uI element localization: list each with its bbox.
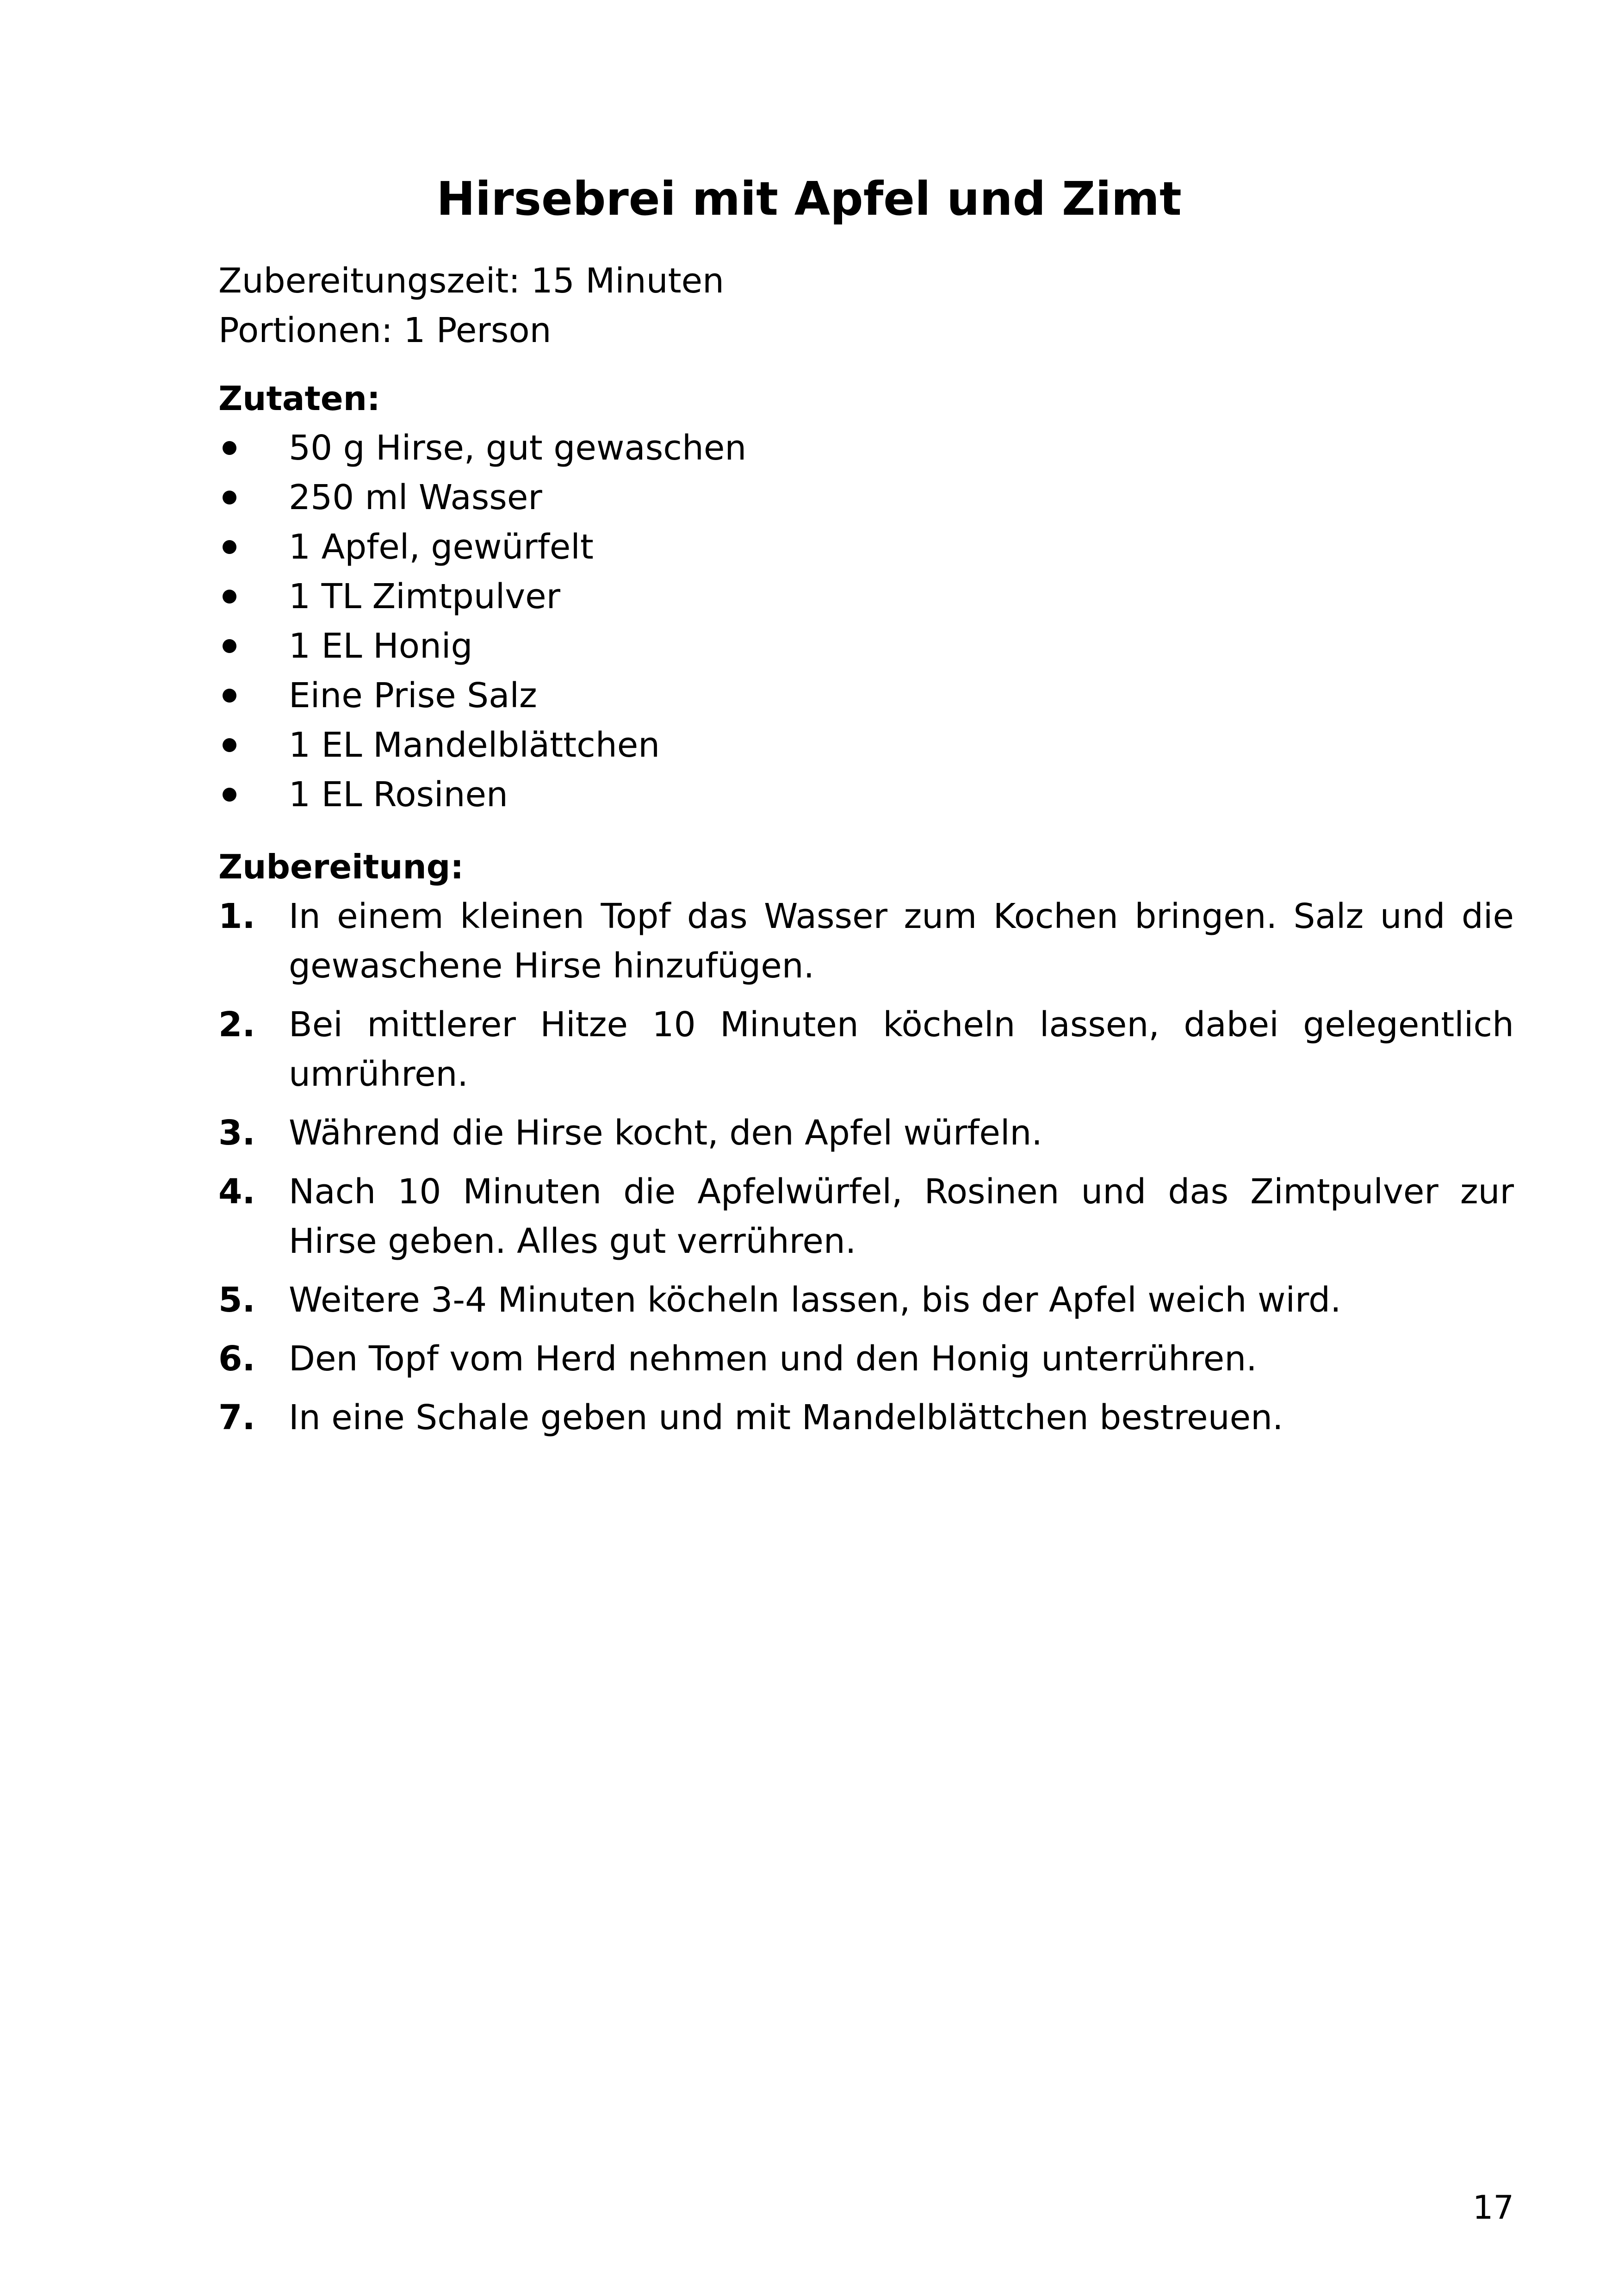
bullet-icon	[223, 689, 236, 703]
step-item	[218, 1334, 1514, 1384]
step-item	[218, 1393, 1514, 1443]
step-item	[218, 1108, 1514, 1158]
step-text: In eine Schale geben und mit Mandelblättchen bestreuen.	[289, 1398, 1283, 1437]
ingredient-text: 1 EL Mandelblättchen	[289, 725, 660, 765]
step-text: Während die Hirse kocht, den Apfel würfeln.	[289, 1113, 1042, 1153]
ingredient-item	[218, 671, 746, 721]
portions: Portionen: 1 Person	[218, 311, 552, 350]
step-number: 2.	[218, 1005, 255, 1045]
ingredient-text: Eine Prise Salz	[289, 676, 537, 716]
prep-time: Zubereitungszeit: 15 Minuten	[218, 261, 725, 301]
step-number: 3.	[218, 1113, 255, 1153]
step-number: 6.	[218, 1339, 255, 1379]
ingredient-text: 1 Apfel, gewürfelt	[289, 527, 594, 567]
ingredient-text: 1 EL Honig	[289, 626, 473, 666]
ingredient-text: 50 g Hirse, gut gewaschen	[289, 428, 747, 468]
bullet-icon	[223, 738, 236, 752]
step-item	[218, 1276, 1514, 1325]
ingredient-item	[218, 770, 746, 820]
ingredient-item	[218, 721, 746, 770]
bullet-icon	[223, 540, 236, 554]
ingredient-text: 1 EL Rosinen	[289, 775, 508, 815]
ingredients-heading: Zutaten:	[218, 379, 380, 418]
page-number: 17	[1472, 2189, 1514, 2227]
recipe-title: Hirsebrei mit Apfel und Zimt	[436, 172, 1182, 226]
step-number: 1.	[218, 896, 255, 936]
step-text: Bei mittlerer Hitze 10 Minuten köcheln lassen, dabei gelegentlich umrühren.	[289, 1005, 1514, 1094]
bullet-icon	[223, 590, 236, 604]
bullet-icon	[223, 639, 236, 653]
ingredient-item	[218, 473, 746, 523]
step-number: 4.	[218, 1172, 255, 1212]
step-item	[218, 1000, 1514, 1099]
ingredient-item	[218, 423, 746, 473]
step-text: Den Topf vom Herd nehmen und den Honig unterrühren.	[289, 1339, 1257, 1379]
steps-list	[218, 892, 1514, 1452]
bullet-icon	[223, 788, 236, 802]
ingredients-list	[218, 423, 746, 820]
step-number: 5.	[218, 1280, 255, 1320]
steps-heading: Zubereitung:	[218, 847, 464, 886]
recipe-meta	[218, 256, 1514, 355]
ingredient-item	[218, 572, 746, 622]
bullet-icon	[223, 491, 236, 504]
ingredient-text: 1 TL Zimtpulver	[289, 577, 561, 616]
bullet-icon	[223, 441, 236, 455]
ingredient-text: 250 ml Wasser	[289, 478, 542, 517]
step-text: Nach 10 Minuten die Apfelwürfel, Rosinen und das Zimtpulver zur Hirse geben. Alles gut verrühren.	[289, 1172, 1514, 1261]
step-item	[218, 892, 1514, 991]
ingredient-item	[218, 622, 746, 671]
ingredient-item	[218, 523, 746, 572]
step-item	[218, 1167, 1514, 1266]
step-text: Weitere 3-4 Minuten köcheln lassen, bis der Apfel weich wird.	[289, 1280, 1341, 1320]
step-number: 7.	[218, 1398, 255, 1437]
step-text: In einem kleinen Topf das Wasser zum Kochen bringen. Salz und die gewaschene Hirse hinzufügen.	[289, 896, 1514, 986]
